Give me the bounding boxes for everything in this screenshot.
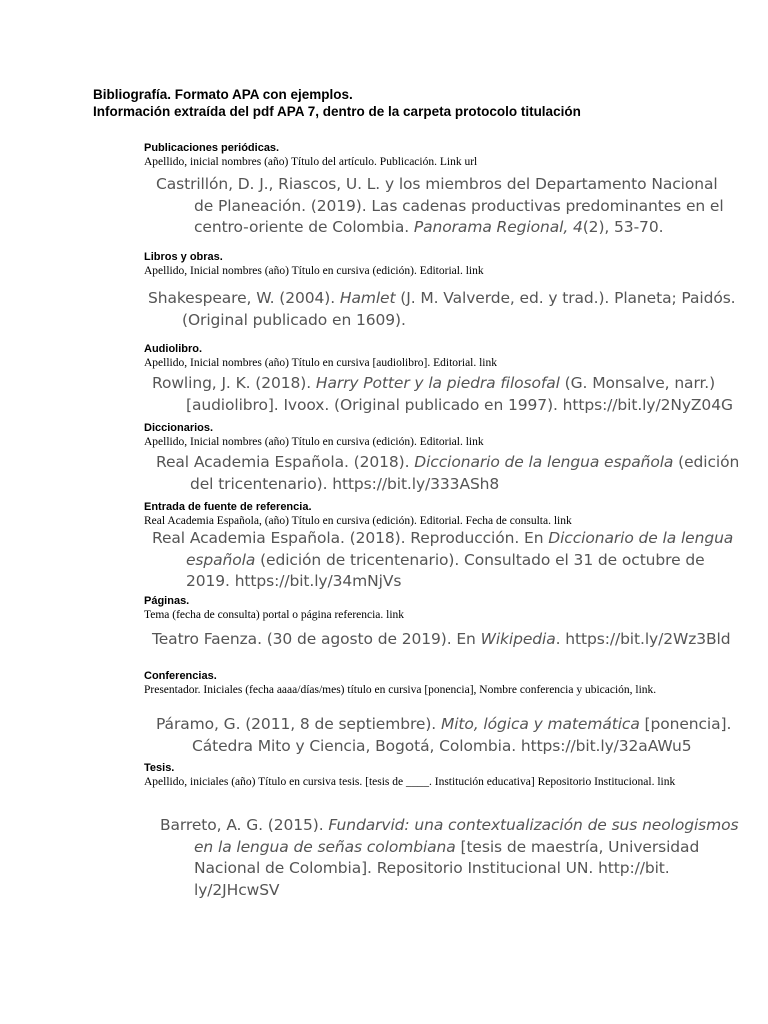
example-paginas [152,629,731,651]
section-format: Real Academia Española, (año) Título en cursiva (edición). Editorial. Fecha de consulta. link [144,515,572,527]
section-format: Apellido, iniciales (año) Título en cursiva tesis. [tesis de ____. Institución educativa] Repositorio Institucional. link [144,776,676,788]
section-paginas [144,594,704,623]
section-title: Entrada de fuente de referencia. [144,501,312,513]
example-line: en la lengua de señas colombiana [tesis de maestría, Universidad [194,837,700,856]
example-line: [audiolibro]. Ivoox. (Original publicado en 1997). https://bit.ly/2NyZ04G [186,395,733,414]
section-format: Presentador. Iniciales (fecha aaaa/días/mes) título en cursiva [ponencia], Nombre conferencia y ubicación, link. [144,684,657,696]
section-title: Tesis. [144,762,175,774]
section-format: Apellido, Inicial nombres (año) Título en cursiva [audiolibro]. Editorial. link [144,357,498,369]
section-periodicas [144,141,704,170]
section-conferencias [144,669,704,698]
example-line: (Original publicado en 1609). [182,310,406,329]
example-line: Real Academia Española. (2018). Reproducción. En Diccionario de la lengua [152,529,734,547]
section-title: Diccionarios. [144,422,214,434]
example-audiolibro [152,373,733,416]
example-line: Páramo, G. (2011, 8 de septiembre). Mito, lógica y matemática [ponencia]. [156,715,732,733]
example-line: Real Academia Española. (2018). Diccionario de la lengua española (edición [156,453,740,471]
section-title: Conferencias. [144,670,217,682]
section-format: Tema (fecha de consulta) portal o página referencia. link [144,609,405,621]
section-title: Libros y obras. [144,251,223,263]
heading-subtitle: Información extraída del pdf APA 7, dentro de la carpeta protocolo titulación [93,104,581,119]
example-line: 2019. https://bit.ly/34mNjVs [186,572,402,590]
example-line: Castrillón, D. J., Riascos, U. L. y los miembros del Departamento Nacional [156,175,718,193]
example-diccionarios [156,452,739,495]
example-line: Cátedra Mito y Ciencia, Bogotá, Colombia. https://bit.ly/32aAWu5 [192,736,692,755]
example-line: centro-oriente de Colombia. Panorama Regional, 4(2), 53-70. [194,218,664,236]
section-audiolibro [144,342,704,371]
example-line: Barreto, A. G. (2015). Fundarvid: una contextualización de sus neologismos [160,816,739,834]
example-line: Teatro Faenza. (30 de agosto de 2019). En Wikipedia. https://bit.ly/2Wz3Bld [152,630,731,648]
section-format: Apellido, Inicial nombres (año) Título en cursiva (edición). Editorial. link [144,436,484,448]
section-format: Apellido, Inicial nombres (año) Título en cursiva (edición). Editorial. link [144,265,484,277]
section-diccionarios [144,421,704,450]
example-line: Nacional de Colombia]. Repositorio Institucional UN. http://bit. [194,859,670,877]
example-line: ly/2JHcwSV [194,880,280,899]
example-libros [148,288,736,331]
section-title: Páginas. [144,595,190,607]
example-line: Rowling, J. K. (2018). Harry Potter y la piedra filosofal (G. Monsalve, narr.) [152,374,716,392]
section-tesis [144,761,704,790]
example-conferencias [156,714,731,757]
example-line: de Planeación. (2019). Las cadenas productivas predominantes en el [194,196,724,215]
example-entrada [152,528,733,593]
section-format: Apellido, inicial nombres (año) Título del artículo. Publicación. Link url [144,156,478,168]
heading-title: Bibliografía. Formato APA con ejemplos. [93,87,353,102]
section-title: Audiolibro. [144,343,203,355]
section-libros [144,250,704,279]
example-line: del tricentenario). https://bit.ly/333ASh8 [190,474,500,493]
example-line: española (edición de tricentenario). Consultado el 31 de octubre de [186,550,705,569]
document-heading [93,86,753,120]
example-tesis [160,815,738,901]
example-periodicas [156,174,724,239]
example-line: Shakespeare, W. (2004). Hamlet (J. M. Valverde, ed. y trad.). Planeta; Paidós. [148,289,736,307]
section-entrada [144,500,704,529]
section-title: Publicaciones periódicas. [144,142,280,154]
